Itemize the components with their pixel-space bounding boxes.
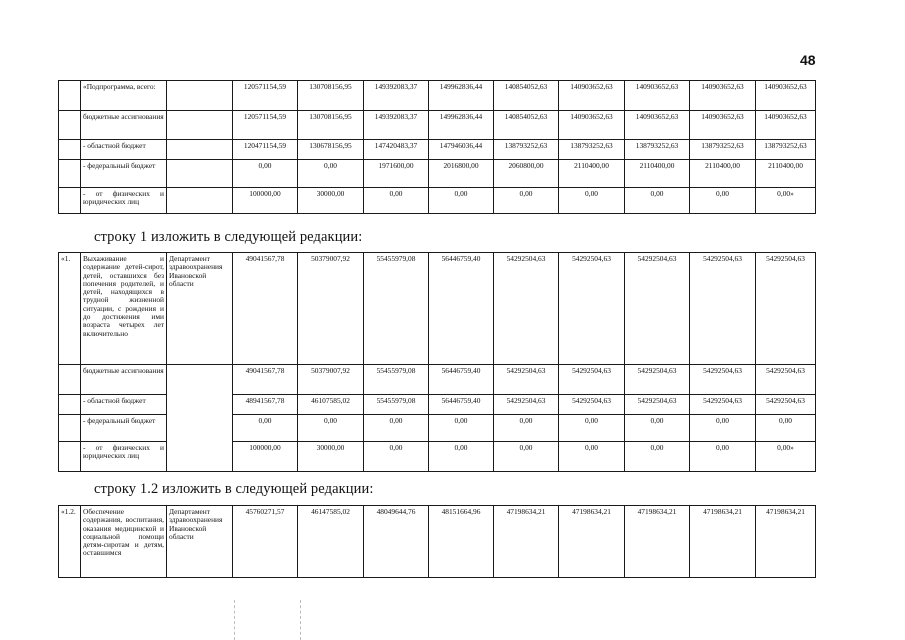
table-row xyxy=(59,111,816,140)
value-2019-cell: 140903652,63 xyxy=(559,81,625,111)
value-2019-cell: 0,00 xyxy=(559,188,625,214)
table-row xyxy=(59,365,816,395)
value-2018-cell: 54292504,63 xyxy=(494,253,559,365)
value-2015-cell: 30000,00 xyxy=(298,188,364,214)
row-name-cell: - от физических и юридических лиц xyxy=(81,442,167,472)
value-2019-cell: 138793252,63 xyxy=(559,140,625,160)
value-2022-cell: 54292504,63 xyxy=(756,253,816,365)
table-row xyxy=(59,160,816,188)
row-name-cell: Выхаживание и содержание детей-сирот, детей, оставшихся без попечения родителей, и детей, находящихся в трудной жизненной ситуации, с рождения и до достижения ими возраста четырех лет включительно xyxy=(81,253,167,365)
table-row xyxy=(59,253,816,365)
row-index-cell xyxy=(59,365,81,395)
value-2021-cell: 140903652,63 xyxy=(690,111,756,140)
value-2017-cell: 149962836,44 xyxy=(429,111,494,140)
row-index-cell xyxy=(59,160,81,188)
row-1-2-table xyxy=(58,505,816,578)
value-2017-cell: 48151664,96 xyxy=(429,506,494,578)
row-name-cell: - областной бюджет xyxy=(81,395,167,415)
value-2019-cell: 0,00 xyxy=(559,415,625,442)
row-1-table xyxy=(58,252,816,472)
value-2022-cell: 47198634,21 xyxy=(756,506,816,578)
value-2014-cell: 120471154,59 xyxy=(233,140,298,160)
value-2016-cell: 55455979,08 xyxy=(364,365,429,395)
table-row xyxy=(59,81,816,111)
scan-artifact-line xyxy=(300,600,302,640)
row-index-cell xyxy=(59,442,81,472)
value-2016-cell: 55455979,08 xyxy=(364,253,429,365)
table-row xyxy=(59,188,816,214)
value-2020-cell: 54292504,63 xyxy=(625,395,690,415)
executor-cell xyxy=(167,111,233,140)
value-2016-cell: 48049644,76 xyxy=(364,506,429,578)
value-2016-cell: 0,00 xyxy=(364,442,429,472)
value-2022-cell: 0,00» xyxy=(756,442,816,472)
value-2022-cell: 140903652,63 xyxy=(756,111,816,140)
value-2020-cell: 140903652,63 xyxy=(625,111,690,140)
value-2015-cell: 130708156,95 xyxy=(298,81,364,111)
value-2020-cell: 0,00 xyxy=(625,442,690,472)
value-2021-cell: 138793252,63 xyxy=(690,140,756,160)
value-2018-cell: 0,00 xyxy=(494,442,559,472)
value-2015-cell: 46147585,02 xyxy=(298,506,364,578)
value-2016-cell: 149392083,37 xyxy=(364,81,429,111)
value-2015-cell: 30000,00 xyxy=(298,442,364,472)
value-2018-cell: 0,00 xyxy=(494,415,559,442)
value-2019-cell: 54292504,63 xyxy=(559,395,625,415)
value-2016-cell: 0,00 xyxy=(364,188,429,214)
value-2014-cell: 0,00 xyxy=(233,160,298,188)
row-name-cell: - федеральный бюджет xyxy=(81,160,167,188)
value-2017-cell: 147946036,44 xyxy=(429,140,494,160)
amendment-heading-row-1: строку 1 изложить в следующей редакции: xyxy=(94,229,363,245)
value-2019-cell: 0,00 xyxy=(559,442,625,472)
row-index-cell xyxy=(59,188,81,214)
value-2016-cell: 0,00 xyxy=(364,415,429,442)
value-2018-cell: 2060800,00 xyxy=(494,160,559,188)
row-name-cell: - от физических и юридических лиц xyxy=(81,188,167,214)
value-2017-cell: 56446759,40 xyxy=(429,395,494,415)
value-2022-cell: 0,00» xyxy=(756,188,816,214)
value-2021-cell: 54292504,63 xyxy=(690,253,756,365)
row-name-cell: бюджетные ассигнования xyxy=(81,111,167,140)
row-index-cell xyxy=(59,81,81,111)
value-2014-cell: 0,00 xyxy=(233,415,298,442)
value-2022-cell: 140903652,63 xyxy=(756,81,816,111)
value-2020-cell: 54292504,63 xyxy=(625,253,690,365)
value-2017-cell: 56446759,40 xyxy=(429,365,494,395)
value-2020-cell: 2110400,00 xyxy=(625,160,690,188)
value-2015-cell: 50379007,92 xyxy=(298,365,364,395)
subprogram-totals-table xyxy=(58,80,816,214)
value-2018-cell: 138793252,63 xyxy=(494,140,559,160)
value-2015-cell: 46107585,02 xyxy=(298,395,364,415)
executor-cell xyxy=(167,160,233,188)
value-2018-cell: 54292504,63 xyxy=(494,395,559,415)
value-2019-cell: 2110400,00 xyxy=(559,160,625,188)
value-2021-cell: 0,00 xyxy=(690,442,756,472)
value-2021-cell: 2110400,00 xyxy=(690,160,756,188)
value-2017-cell: 56446759,40 xyxy=(429,253,494,365)
row-index-cell xyxy=(59,140,81,160)
value-2015-cell: 130708156,95 xyxy=(298,111,364,140)
row-name-cell: - областной бюджет xyxy=(81,140,167,160)
value-2022-cell: 138793252,63 xyxy=(756,140,816,160)
value-2018-cell: 47198634,21 xyxy=(494,506,559,578)
row-name-cell: бюджетные ассигнования xyxy=(81,365,167,395)
value-2021-cell: 54292504,63 xyxy=(690,395,756,415)
executor-cell xyxy=(167,365,233,472)
value-2019-cell: 140903652,63 xyxy=(559,111,625,140)
value-2022-cell: 54292504,63 xyxy=(756,395,816,415)
value-2017-cell: 0,00 xyxy=(429,415,494,442)
value-2014-cell: 100000,00 xyxy=(233,442,298,472)
value-2015-cell: 0,00 xyxy=(298,415,364,442)
value-2022-cell: 54292504,63 xyxy=(756,365,816,395)
value-2014-cell: 100000,00 xyxy=(233,188,298,214)
value-2020-cell: 47198634,21 xyxy=(625,506,690,578)
value-2020-cell: 140903652,63 xyxy=(625,81,690,111)
scan-artifact-line xyxy=(234,600,236,640)
value-2014-cell: 45760271,57 xyxy=(233,506,298,578)
value-2015-cell: 130678156,95 xyxy=(298,140,364,160)
value-2016-cell: 1971600,00 xyxy=(364,160,429,188)
row-index-cell xyxy=(59,395,81,415)
executor-cell xyxy=(167,81,233,111)
row-name-cell: «Подпрограмма, всего: xyxy=(81,81,167,111)
value-2018-cell: 140854052,63 xyxy=(494,81,559,111)
row-index-cell xyxy=(59,111,81,140)
value-2022-cell: 2110400,00 xyxy=(756,160,816,188)
value-2016-cell: 55455979,08 xyxy=(364,395,429,415)
value-2015-cell: 0,00 xyxy=(298,160,364,188)
value-2019-cell: 54292504,63 xyxy=(559,253,625,365)
value-2021-cell: 54292504,63 xyxy=(690,365,756,395)
row-name-cell: - федеральный бюджет xyxy=(81,415,167,442)
value-2014-cell: 120571154,59 xyxy=(233,81,298,111)
row-index-cell: «1. xyxy=(59,253,81,365)
value-2017-cell: 0,00 xyxy=(429,188,494,214)
row-index-cell: «1.2. xyxy=(59,506,81,578)
value-2019-cell: 47198634,21 xyxy=(559,506,625,578)
value-2016-cell: 149392083,37 xyxy=(364,111,429,140)
value-2021-cell: 140903652,63 xyxy=(690,81,756,111)
value-2014-cell: 49041567,78 xyxy=(233,253,298,365)
value-2018-cell: 54292504,63 xyxy=(494,365,559,395)
value-2018-cell: 140854052,63 xyxy=(494,111,559,140)
value-2021-cell: 47198634,21 xyxy=(690,506,756,578)
table-row xyxy=(59,506,816,578)
executor-cell: Департамент здравоохранения Ивановской области xyxy=(167,253,233,365)
executor-cell: Департамент здравоохранения Ивановской области xyxy=(167,506,233,578)
value-2020-cell: 0,00 xyxy=(625,188,690,214)
row-name-cell: Обеспечение содержания, воспитания, оказания медицинской и социальной помощи детям-сиротам и детям, оставшимся xyxy=(81,506,167,578)
executor-cell xyxy=(167,188,233,214)
value-2014-cell: 120571154,59 xyxy=(233,111,298,140)
value-2022-cell: 0,00 xyxy=(756,415,816,442)
value-2014-cell: 48941567,78 xyxy=(233,395,298,415)
amendment-heading-row-1-2: строку 1.2 изложить в следующей редакции: xyxy=(94,481,374,497)
value-2015-cell: 50379007,92 xyxy=(298,253,364,365)
value-2017-cell: 2016800,00 xyxy=(429,160,494,188)
value-2018-cell: 0,00 xyxy=(494,188,559,214)
value-2021-cell: 0,00 xyxy=(690,415,756,442)
value-2021-cell: 0,00 xyxy=(690,188,756,214)
executor-cell xyxy=(167,140,233,160)
row-index-cell xyxy=(59,415,81,442)
page-number: 48 xyxy=(800,52,816,68)
value-2020-cell: 54292504,63 xyxy=(625,365,690,395)
value-2020-cell: 0,00 xyxy=(625,415,690,442)
value-2017-cell: 149962836,44 xyxy=(429,81,494,111)
value-2016-cell: 147420483,37 xyxy=(364,140,429,160)
value-2019-cell: 54292504,63 xyxy=(559,365,625,395)
value-2020-cell: 138793252,63 xyxy=(625,140,690,160)
value-2014-cell: 49041567,78 xyxy=(233,365,298,395)
table-row xyxy=(59,140,816,160)
value-2017-cell: 0,00 xyxy=(429,442,494,472)
